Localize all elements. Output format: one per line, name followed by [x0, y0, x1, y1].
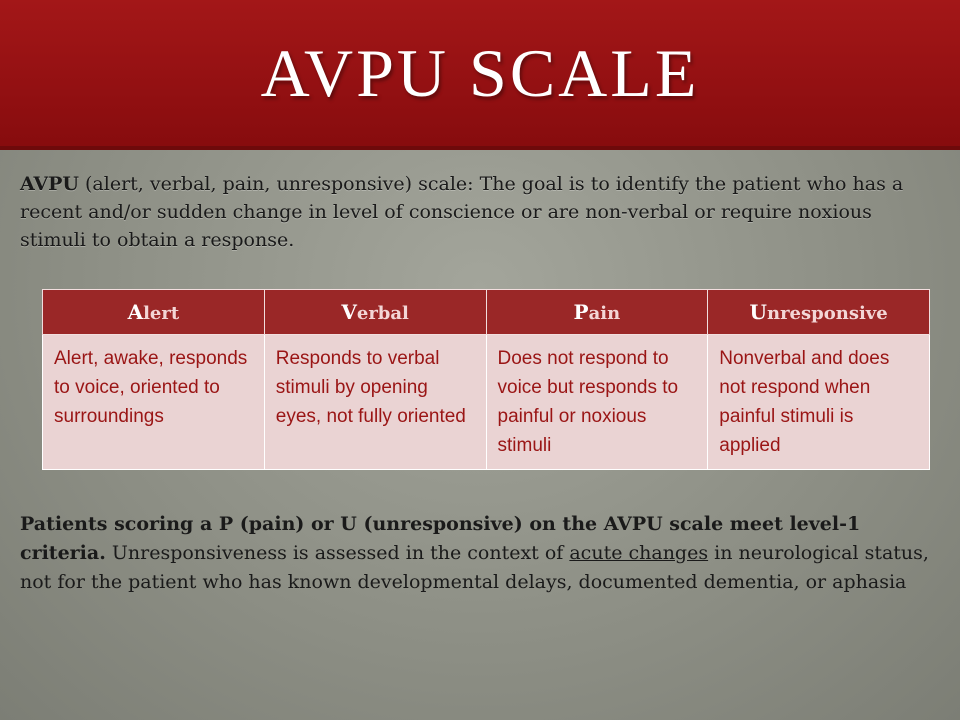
- table-row: [43, 335, 930, 470]
- intro-text: (alert, verbal, pain, unresponsive) scale: The goal is to identify the patient who has a recent and/or sudden change in level of conscience or are non-verbal or require noxious stimuli to obtain a response.: [20, 173, 904, 251]
- outro-underlined: acute changes: [569, 542, 709, 564]
- title-bar: [0, 0, 960, 150]
- cell-alert: Alert, awake, responds to voice, oriented to surroundings: [43, 335, 265, 470]
- outro-pre: Unresponsiveness is assessed in the context of: [105, 542, 570, 564]
- header-verbal: Verbal: [264, 290, 486, 335]
- slide-title: AVPU SCALE: [260, 35, 700, 111]
- avpu-table: [42, 289, 930, 470]
- header-pain: Pain: [486, 290, 708, 335]
- table-header-row: [43, 290, 930, 335]
- header-unresponsive: Unresponsive: [708, 290, 930, 335]
- intro-paragraph: [20, 170, 940, 254]
- cell-verbal: Responds to verbal stimuli by opening eyes, not fully oriented: [264, 335, 486, 470]
- cell-pain: Does not respond to voice but responds to painful or noxious stimuli: [486, 335, 708, 470]
- outro-bold: Patients scoring a P (pain) or U (unresponsive) on the AVPU scale meet level-1 criteria.: [20, 513, 861, 564]
- intro-lead: AVPU: [20, 173, 79, 195]
- outro-post: in neurological status, not for the patient who has known developmental delays, documented dementia, or aphasia: [20, 542, 929, 593]
- header-alert: Alert: [43, 290, 265, 335]
- cell-unresponsive: Nonverbal and does not respond when painful stimuli is applied: [708, 335, 930, 470]
- outro-paragraph: [20, 510, 940, 597]
